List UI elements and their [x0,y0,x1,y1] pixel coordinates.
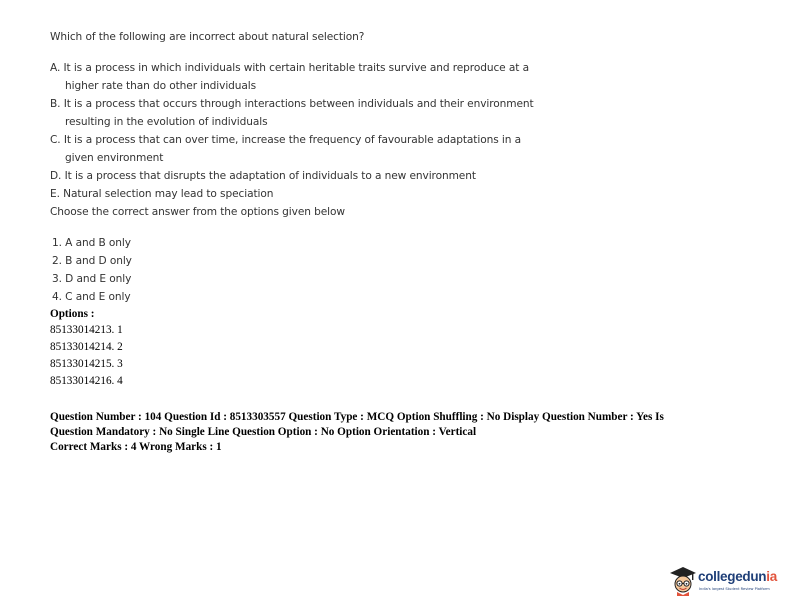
option-item-2: 85133014214. 2 [50,341,123,353]
logo-tagline: India's largest Student Review Platform [699,587,770,591]
collegedunia-logo [668,565,786,597]
statement-c-line2: given environment [65,152,164,164]
statement-d: D. It is a process that disrupts the adaptation of individuals to a new environment [50,170,476,182]
meta-line-1: Question Number : 104 Question Id : 8513303557 Question Type : MCQ Option Shuffling : No Display Question Number : Yes Is [50,411,664,423]
meta-line-2: Question Mandatory : No Single Line Question Option : No Option Orientation : Vertical [50,426,477,438]
statement-a-line2: higher rate than do other individuals [65,80,257,92]
statement-e: E. Natural selection may lead to speciation [50,188,274,200]
statement-b-line2: resulting in the evolution of individuals [65,116,268,128]
logo-wordmark [698,569,777,584]
option-item-4: 85133014216. 4 [50,375,123,387]
choice-3: 3. D and E only [52,273,132,285]
statement-a-line1: A. It is a process in which individuals with certain heritable traits survive and reproduce at a [50,62,529,74]
question-prompt: Which of the following are incorrect about natural selection? [50,31,365,43]
logo-wordmark-accent: ia [766,569,777,584]
options-heading: Options : [50,308,95,320]
option-item-3: 85133014215. 3 [50,358,123,370]
choice-2: 2. B and D only [52,255,132,267]
statement-b-line1: B. It is a process that occurs through interactions between individuals and their environment [50,98,534,110]
graduate-mascot-icon [668,565,698,597]
choice-4: 4. C and E only [52,291,131,303]
instruction: Choose the correct answer from the options given below [50,206,345,218]
choice-1: 1. A and B only [52,237,131,249]
meta-line-3: Correct Marks : 4 Wrong Marks : 1 [50,441,222,453]
logo-wordmark-main: collegedun [698,569,767,584]
statement-c-line1: C. It is a process that can over time, increase the frequency of favourable adaptations in a [50,134,521,146]
option-item-1: 85133014213. 1 [50,324,123,336]
